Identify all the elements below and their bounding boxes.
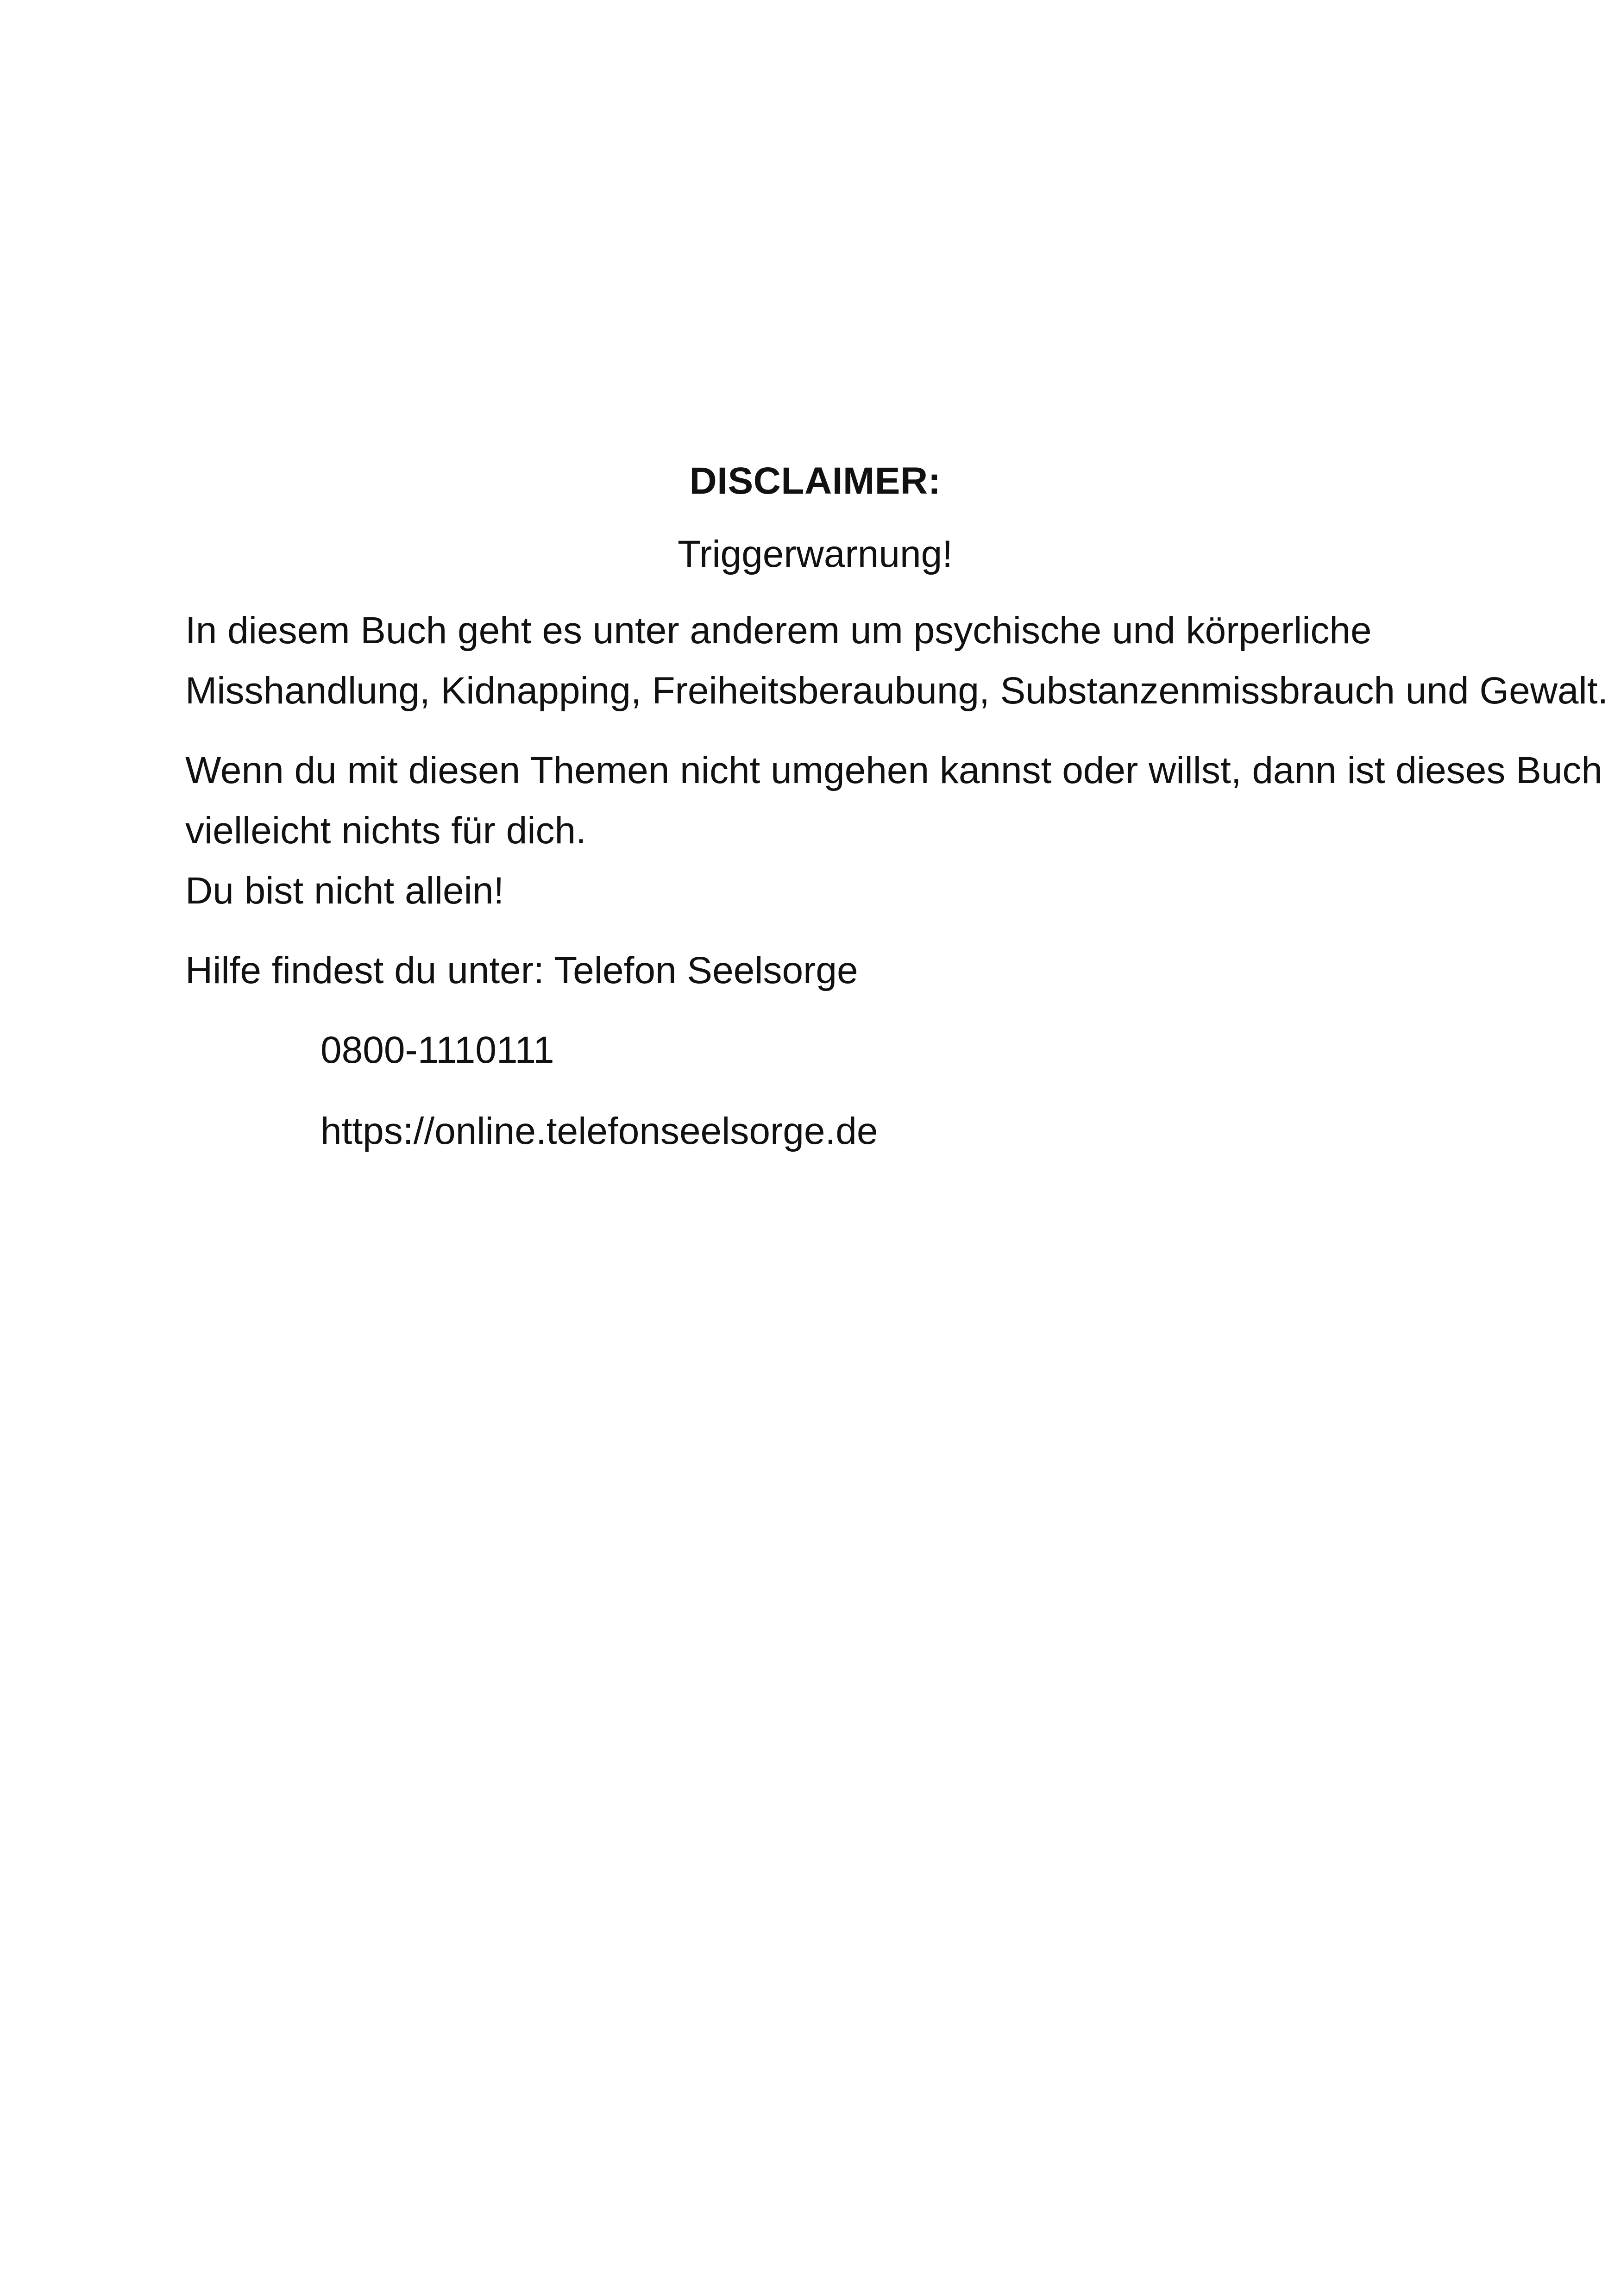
paragraph-line: Wenn du mit diesen Themen nicht umgehen kannst oder willst, dann ist dieses Buch xyxy=(185,749,1603,791)
disclaimer-section xyxy=(185,458,1608,1182)
paragraph-line: Du bist nicht allein! xyxy=(185,869,504,912)
paragraph-line: vielleicht nichts für dich. xyxy=(185,809,586,852)
trigger-warning: Triggerwarnung! xyxy=(677,533,953,576)
help-line: Hilfe findest du unter: Telefon Seelsorge xyxy=(185,949,858,991)
paragraph-line: In diesem Buch geht es unter anderem um psychische und körperliche xyxy=(185,609,1372,652)
paragraph-line: Misshandlung, Kidnapping, Freiheitsberaubung, Substanzenmissbrauch und Gewalt. xyxy=(185,669,1608,712)
phone-number: 0800-1110111 xyxy=(320,1029,554,1071)
disclaimer-title: DISCLAIMER: xyxy=(689,460,941,502)
advice-paragraph xyxy=(185,740,1603,921)
help-url: https://online.telefonseelsorge.de xyxy=(320,1110,878,1152)
content-warning-paragraph xyxy=(185,601,1608,721)
